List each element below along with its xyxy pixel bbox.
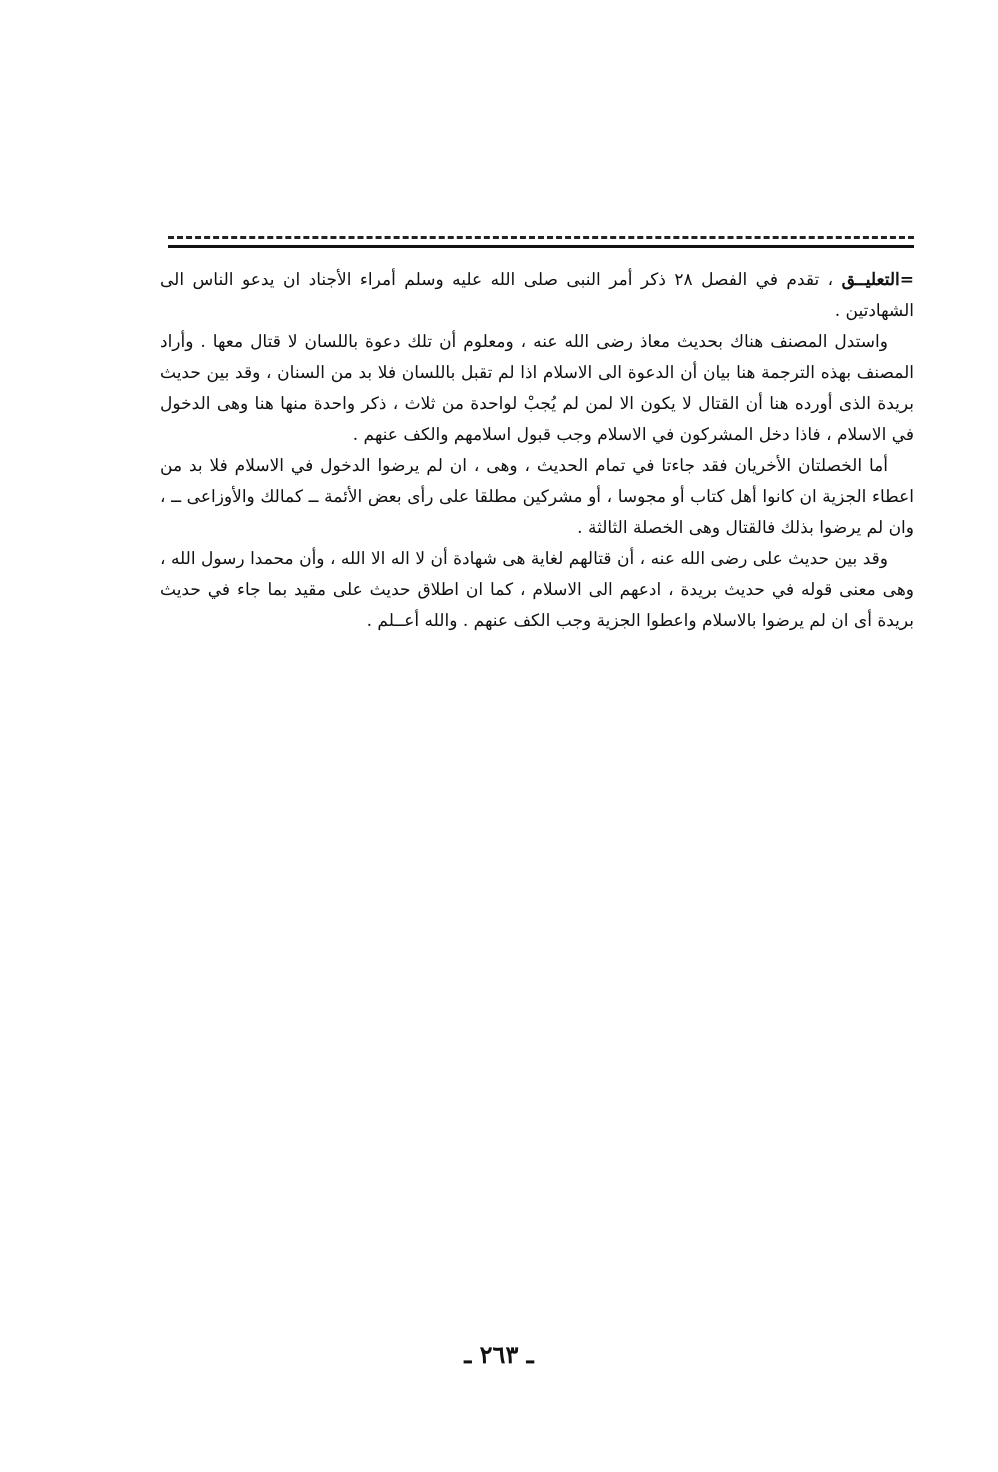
continuation-marker: = xyxy=(899,270,915,290)
page-number: ـ ٢٦٣ ـ xyxy=(464,1340,534,1369)
paragraph-text: أما الخصلتان الأخريان فقد جاءتا في تمام الحديث ، وهى ، ان لم يرضوا الدخول في الاسلام فلا بد من اعطاء الجزية ان كانوا أهل كتاب أو مجوسا ، أو مشركين مطلقا على رأى بعض الأئمة ــ كمالك والأوزاعى ــ ، وان لم يرضوا بذلك فالقتال وهى الخصلة الثالثة . xyxy=(160,456,914,538)
commentary-paragraph-1 xyxy=(160,265,914,327)
commentary-paragraph-2 xyxy=(160,327,914,451)
commentary-text xyxy=(160,265,914,637)
paragraph-text: ، تقدم في الفصل ٢٨ ذكر أمر النبى صلى الله عليه وسلم أمراء الأجناد ان يدعو الناس الى الشهادتين . xyxy=(160,270,914,321)
commentary-heading: التعليــق xyxy=(841,270,900,290)
paragraph-text: وقد بين حديث على رضى الله عنه ، أن قتالهم لغاية هى شهادة أن لا اله الا الله ، وأن محمدا رسول الله ، وهى معنى قوله في حديث بريدة ، ادعهم الى الاسلام ، كما ان اطلاق حديث على مقيد بما جاء في حديث بريدة أى ان لم يرضوا بالاسلام واعطوا الجزية وجب الكف عنهم . والله أعــلم . xyxy=(160,549,914,631)
header-dashed-rule xyxy=(168,236,914,239)
header-solid-rule xyxy=(168,245,914,248)
commentary-paragraph-3 xyxy=(160,451,914,544)
paragraph-text: واستدل المصنف هناك بحديث معاذ رضى الله عنه ، ومعلوم أن تلك دعوة باللسان لا قتال معها . وأراد المصنف بهذه الترجمة هنا بيان أن الدعوة الى الاسلام اذا لم تقبل باللسان فلا بد من السنان ، وقد بين حديث بريدة الذى أورده هنا أن القتال لا يكون الا لمن لم يُجبْ لواحدة من ثلاث ، ذكر واحدة منها هنا وهى الدخول في الاسلام ، فاذا دخل المشركون في الاسلام وجب قبول اسلامهم والكف عنهم . xyxy=(160,332,914,445)
commentary-paragraph-4 xyxy=(160,544,914,637)
